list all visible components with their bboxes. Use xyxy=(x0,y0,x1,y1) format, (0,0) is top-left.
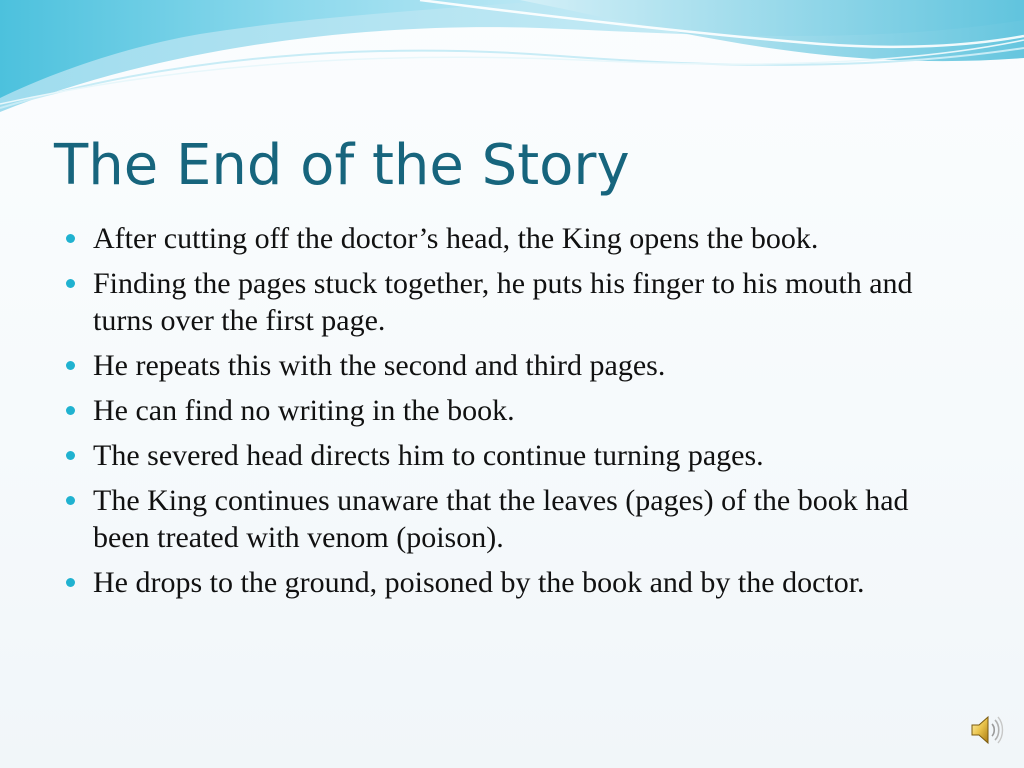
bullet-icon xyxy=(66,361,75,370)
bullet-item xyxy=(62,347,962,384)
bullet-icon xyxy=(66,496,75,505)
bullet-icon xyxy=(66,451,75,460)
bullet-text: Finding the pages stuck together, he puts his finger to his mouth and turns over the first page. xyxy=(93,267,913,337)
bullet-item xyxy=(62,482,962,556)
bullet-text: He can find no writing in the book. xyxy=(93,394,515,427)
bullet-icon xyxy=(66,279,75,288)
bullet-text: The severed head directs him to continue turning pages. xyxy=(93,439,764,472)
bullet-item xyxy=(62,437,962,474)
bullet-text: He repeats this with the second and third pages. xyxy=(93,349,666,382)
bullet-icon xyxy=(66,234,75,243)
bullet-list xyxy=(62,220,962,609)
header-wave-decoration xyxy=(0,0,1024,130)
bullet-text: After cutting off the doctor’s head, the King opens the book. xyxy=(93,222,819,255)
bullet-icon xyxy=(66,406,75,415)
bullet-item xyxy=(62,564,962,601)
bullet-item xyxy=(62,220,962,257)
bullet-text: He drops to the ground, poisoned by the book and by the doctor. xyxy=(93,566,865,599)
bullet-icon xyxy=(66,578,75,587)
slide-title: The End of the Story xyxy=(54,133,630,198)
bullet-item xyxy=(62,265,962,339)
bullet-text: The King continues unaware that the leaves (pages) of the book had been treated with venom (poison). xyxy=(93,484,909,554)
speaker-sound-icon[interactable] xyxy=(966,710,1006,750)
bullet-item xyxy=(62,392,962,429)
